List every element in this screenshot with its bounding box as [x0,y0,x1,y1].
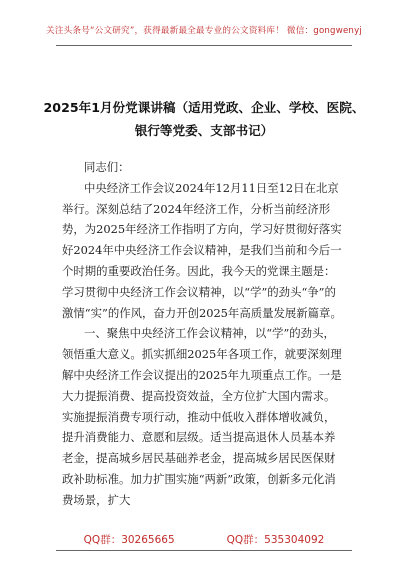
footer-qq-group-2: QQ群：535304092 [226,534,325,546]
paragraph-section-one: 一、聚焦中央经济工作会议精神，以“学”的劲头，领悟重大意义。抓实抓细2025年各项工作，就要深刻理解中央经济工作会议提出的2025年九项重点工作。一是大力提振消费、提高投资效益，全方位扩大国内需求。实施提振消费专项行动，推动中低收入群体增收减负，提升消费能力、意愿和层级。适当提高退休人员基本养老金，提高城乡居民基础养老金，提高城乡居民医保财政补助标准。加力扩围实施“两新”政策，创新多元化消费场景，扩大 [62,326,342,507]
footer-contacts [0,532,408,547]
greeting: 同志们： [84,160,130,174]
header-note: 关注头条号“公文研究”，获得最新最全最专业的公文资料库！ 微信：gongwenyj [46,26,362,36]
footer-qq-group-1: QQ群：30265665 [83,534,175,546]
header-divider [56,45,352,46]
footer-divider [56,550,352,551]
document-title-line2: 银行等党委、支部书记） [134,123,274,138]
paragraph-intro: 中央经济工作会议2024年12月11日至12日在北京举行。深刻总结了2024年经济工作，分析当前经济形势，为2025年经济工作指明了方向，学习好贯彻好落实好2024年中央经济工作会议精神，是我们当前和今后一个时期的重要政治任务。因此，我今天的党课主题是：学习贯彻中央经济工作会议精神，以“学”的劲头“争”的激情“实”的作风，奋力开创2025年高质量发展新篇章。 [62,180,342,320]
document-title-line1: 2025年1月份党课讲稿（适用党政、企业、学校、医院、 [43,100,365,115]
document-body [62,157,346,511]
